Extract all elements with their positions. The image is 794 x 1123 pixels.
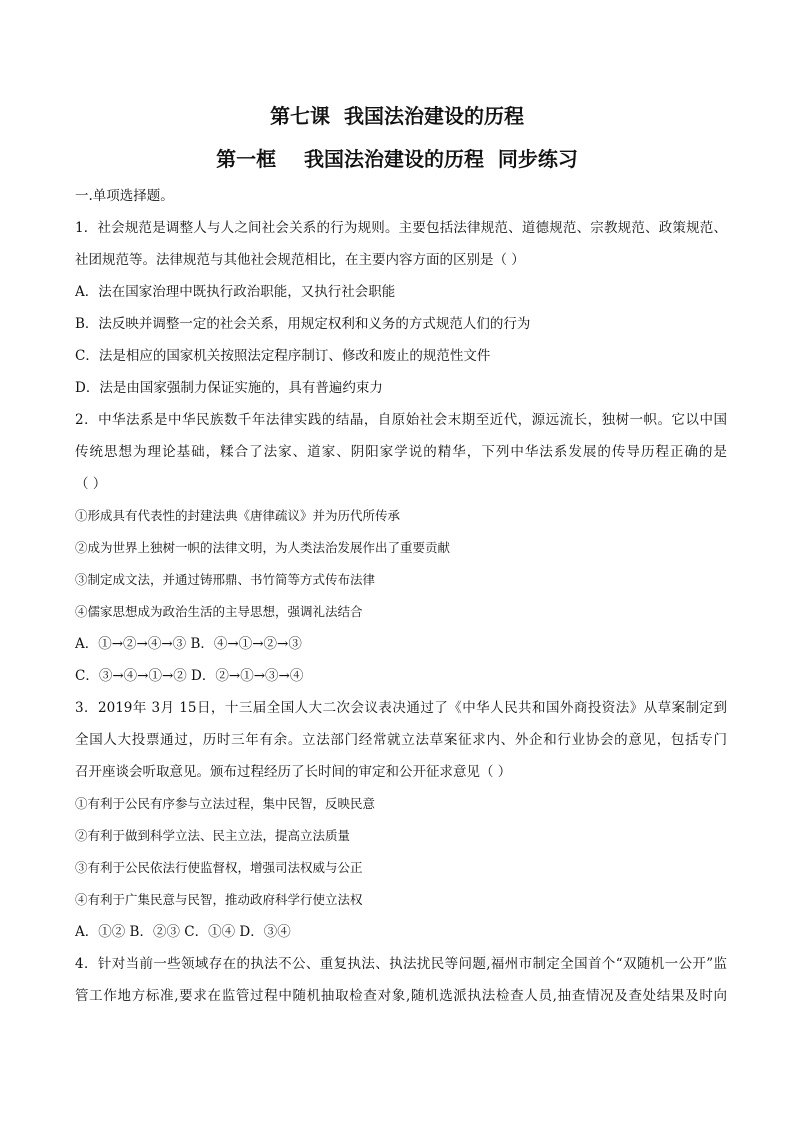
question-3-item-1: ①有利于公民有序参与立法过程，集中民智，反映民意 (75, 796, 376, 811)
section-heading: 一.单项选择题。 (75, 188, 174, 204)
question-2-item-3: ③制定成文法，并通过铸邢鼎、书竹简等方式传布法律 (75, 572, 376, 587)
question-1-stem-line-2: 社团规范等。法律规范与其他社会规范相比，在主要内容方面的区别是（ ） (75, 252, 525, 268)
question-2-options-row-1: A．①→②→④→③ B．④→①→②→③ (75, 636, 302, 652)
question-4-stem-line-2: 管工作地方标准,要求在监管过程中随机抽取检查对象,随机选派执法检查人员,抽查情况及查处结果及时向 (75, 988, 727, 1004)
question-2-options-row-2: C．③→④→①→② D．②→①→③→④ (75, 668, 304, 684)
page-title: 第七课 我国法治建设的历程 (270, 104, 524, 128)
page-subtitle: 第一框 我国法治建设的历程 同步练习 (216, 147, 578, 171)
question-1-option-b: B．法反映并调整一定的社会关系，用规定权利和义务的方式规范人们的行为 (75, 316, 531, 332)
question-3-item-4: ④有利于广集民意与民智，推动政府科学行使立法权 (75, 892, 363, 907)
question-2-item-1: ①形成具有代表性的封建法典《唐律疏议》并为历代所传承 (75, 508, 401, 523)
question-1-option-c: C．法是相应的国家机关按照法定程序制订、修改和废止的规范性文件 (75, 348, 491, 364)
question-3-item-2: ②有利于做到科学立法、民主立法，提高立法质量 (75, 828, 351, 843)
question-1-option-d: D．法是由国家强制力保证实施的，具有普遍约束力 (75, 380, 383, 396)
question-2-stem-line-3: （ ） (75, 476, 107, 492)
question-1-option-a: A．法在国家治理中既执行政治职能，又执行社会职能 (75, 284, 396, 300)
question-4-stem-line-1: 4．针对当前一些领域存在的执法不公、重复执法、执法扰民等问题,福州市制定全国首个“双随机一公开”监 (75, 956, 727, 972)
question-2-item-4: ④儒家思想成为政治生活的主导思想，强调礼法结合 (75, 604, 363, 619)
question-3-options: A．①② B．②③ C．①④ D．③④ (75, 924, 291, 940)
exercise-content (75, 180, 727, 1012)
question-2-item-2: ②成为世界上独树一帜的法律文明，为人类法治发展作出了重要贡献 (75, 540, 451, 555)
question-1-stem-line-1: 1．社会规范是调整人与人之间社会关系的行为规则。主要包括法律规范、道德规范、宗教规范、政策规范、 (75, 220, 727, 236)
question-2-stem-line-1: 2．中华法系是中华民族数千年法律实践的结晶，自原始社会末期至近代，源远流长，独树一帜。它以中国 (75, 412, 727, 428)
question-2-stem-line-2: 传统思想为理论基础，糅合了法家、道家、阴阳家学说的精华，下列中华法系发展的传导历程正确的是 (75, 444, 727, 460)
question-3-item-3: ③有利于公民依法行使监督权，增强司法权威与公正 (75, 860, 363, 875)
question-3-stem-line-1: 3．2019年 3月 15日，十三届全国人大二次会议表决通过了《中华人民共和国外商投资法》从草案制定到 (75, 700, 727, 716)
question-3-stem-line-3: 召开座谈会听取意见。颁布过程经历了长时间的审定和公开征求意见（ ） (75, 764, 512, 780)
question-3-stem-line-2: 全国人大投票通过，历时三年有余。立法部门经常就立法草案征求内、外企和行业协会的意见，包括专门 (75, 732, 727, 748)
